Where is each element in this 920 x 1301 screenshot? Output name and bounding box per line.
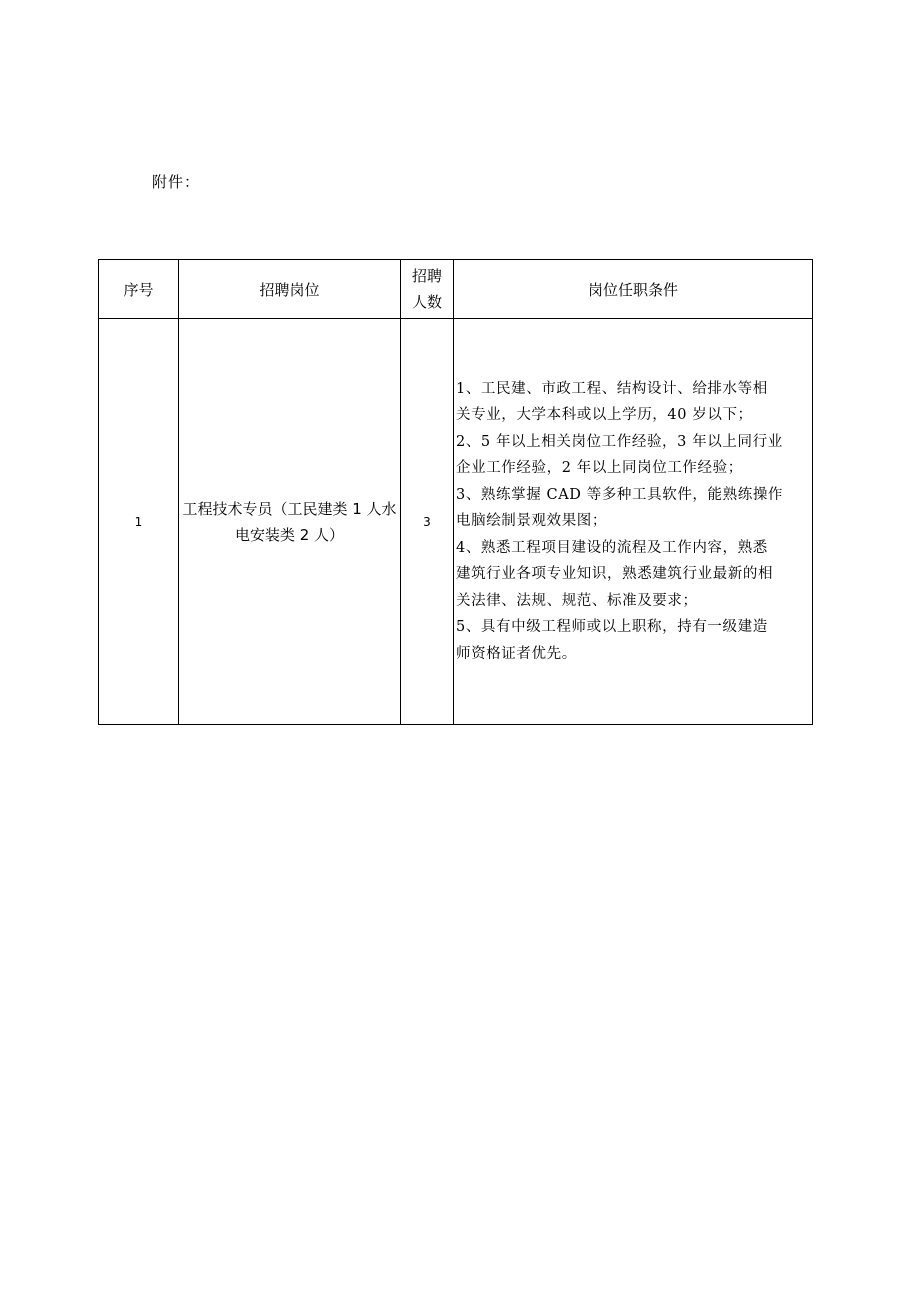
header-count-line1: 招聘 <box>411 267 442 285</box>
condition-line: 4、熟悉工程项目建设的流程及工作内容，熟悉 <box>456 539 768 556</box>
cell-recruit-count: 3 <box>401 319 454 725</box>
attachment-label: 附件： <box>152 173 201 191</box>
condition-line: 关专业，大学本科或以上学历，40 岁以下； <box>456 407 753 424</box>
condition-line: 师资格证者优先。 <box>456 645 577 662</box>
condition-line: 3、熟练掌握 CAD 等多种工具软件，能熟练操作 <box>456 486 784 503</box>
condition-line: 关法律、法规、规范、标准及要求； <box>456 592 698 609</box>
condition-line: 1、工民建、市政工程、结构设计、给排水等相 <box>456 380 768 397</box>
condition-line: 建筑行业各项专业知识，熟悉建筑行业最新的相 <box>456 566 774 583</box>
header-serial-number: 序号 <box>99 260 179 319</box>
post-line-2: 电安装类 2 人） <box>234 525 345 544</box>
condition-line: 企业工作经验，2 年以上同岗位工作经验； <box>456 460 743 477</box>
cell-conditions <box>454 319 813 725</box>
table-row <box>99 319 813 725</box>
cell-recruit-post <box>179 319 401 725</box>
post-line-1: 工程技术专员（工民建类 1 人水 <box>182 499 397 518</box>
condition-line: 2、5 年以上相关岗位工作经验，3 年以上同行业 <box>456 433 783 450</box>
table-header-row <box>99 260 813 319</box>
header-recruit-count <box>401 260 454 319</box>
header-recruit-post: 招聘岗位 <box>179 260 401 319</box>
recruitment-table <box>98 259 813 725</box>
cell-serial-number: 1 <box>99 319 179 725</box>
condition-line: 5、具有中级工程师或以上职称，持有一级建造 <box>456 619 768 636</box>
header-count-line2: 人数 <box>411 293 442 311</box>
condition-line: 电脑绘制景观效果图； <box>456 513 607 530</box>
header-conditions: 岗位任职条件 <box>454 260 813 319</box>
